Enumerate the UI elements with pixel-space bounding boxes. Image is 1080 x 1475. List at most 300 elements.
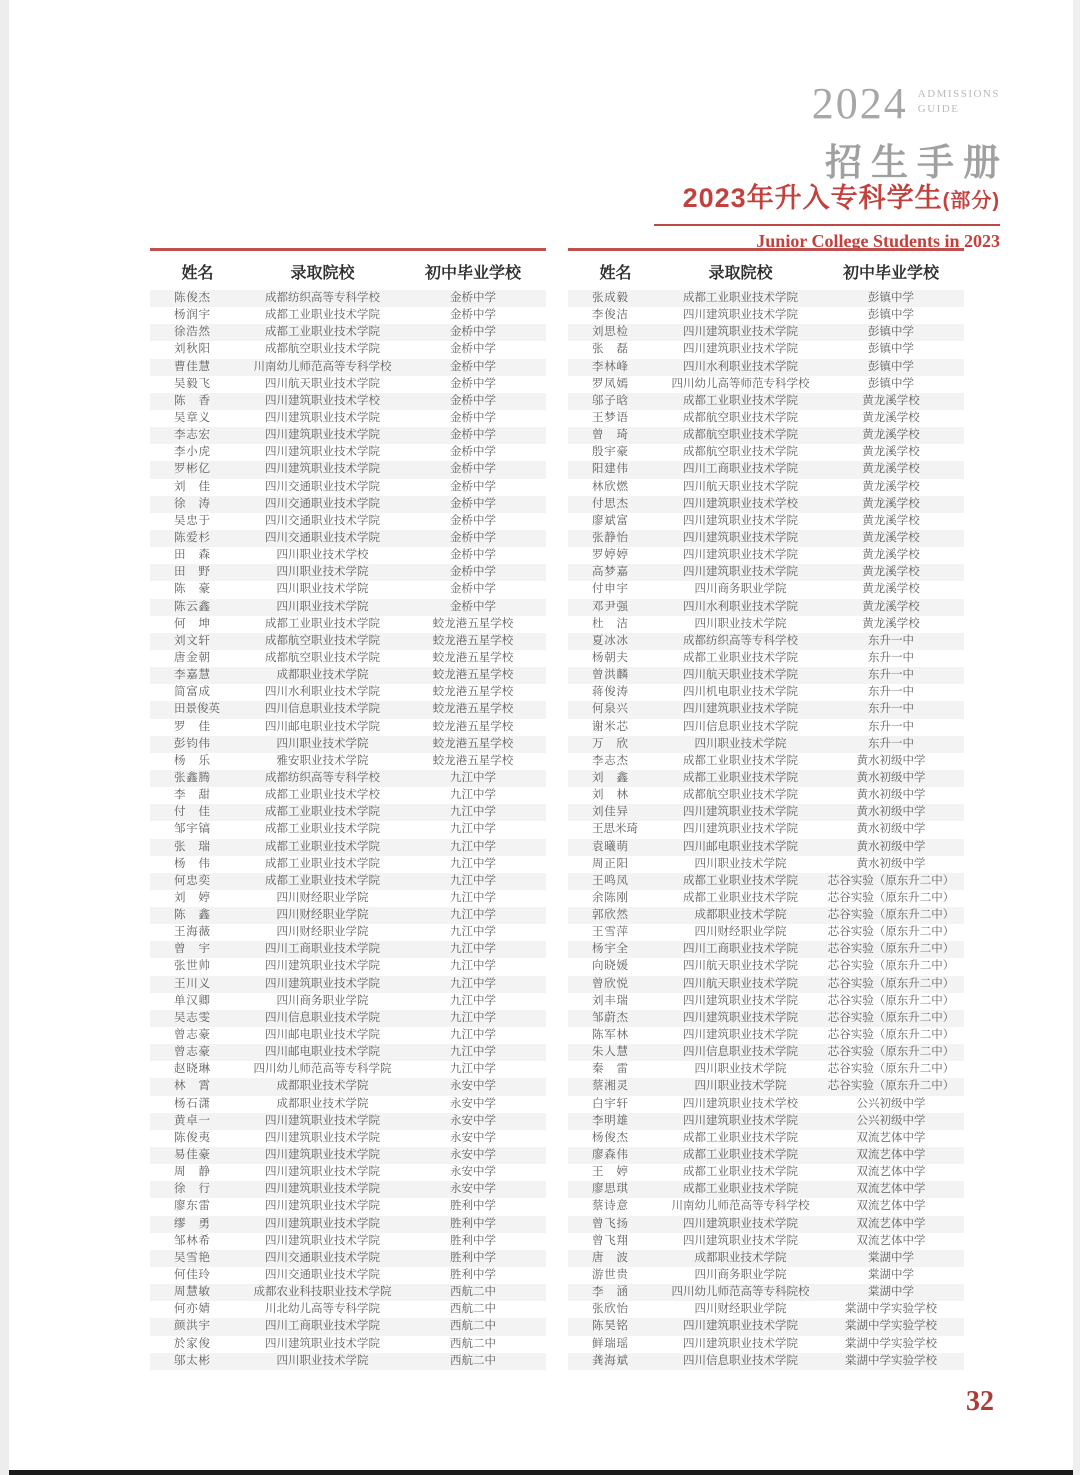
table-row bbox=[150, 770, 546, 787]
college-name: 四川航天职业技术学院 bbox=[683, 960, 798, 973]
middle-school-name: 金桥中学 bbox=[450, 549, 496, 562]
college-name: 四川财经职业学院 bbox=[276, 926, 369, 939]
middle-school-name: 东升一中 bbox=[868, 720, 914, 733]
table-row bbox=[150, 753, 546, 770]
student-name: 曾洪麟 bbox=[592, 669, 628, 682]
table-row bbox=[568, 427, 964, 444]
table-row bbox=[150, 547, 546, 564]
table-row bbox=[150, 1010, 546, 1027]
college-name: 成都航空职业技术学院 bbox=[683, 411, 798, 424]
table-row bbox=[150, 479, 546, 496]
table-row bbox=[150, 530, 546, 547]
college-name: 四川建筑职业技术学院 bbox=[265, 1337, 380, 1350]
college-name: 四川建筑职业技术学院 bbox=[265, 463, 380, 476]
student-name: 邹林希 bbox=[174, 1234, 210, 1247]
college-name: 四川工商职业技术学院 bbox=[265, 1320, 380, 1333]
middle-school-name: 蛟龙港五星学校 bbox=[432, 737, 514, 750]
middle-school-name: 金桥中学 bbox=[450, 514, 496, 527]
table-row bbox=[150, 1267, 546, 1284]
college-name: 成都工业职业技术学院 bbox=[265, 309, 380, 322]
student-name: 陈军林 bbox=[592, 1029, 628, 1042]
table-row bbox=[150, 1113, 546, 1130]
middle-school-name: 黄水初级中学 bbox=[856, 789, 926, 802]
middle-school-name: 蛟龙港五星学校 bbox=[432, 617, 514, 630]
college-name: 四川信息职业技术学院 bbox=[265, 703, 380, 716]
table-row bbox=[568, 667, 964, 684]
table-row bbox=[150, 564, 546, 581]
college-name: 四川水利职业技术学院 bbox=[683, 360, 798, 373]
table-row bbox=[150, 324, 546, 341]
middle-school-name: 黄龙溪学校 bbox=[862, 463, 920, 476]
college-name: 四川建筑职业技术学院 bbox=[265, 1149, 380, 1162]
student-name: 王雪萍 bbox=[592, 926, 628, 939]
student-name: 吴章义 bbox=[174, 411, 210, 424]
middle-school-name: 黄水初级中学 bbox=[856, 823, 926, 836]
student-name: 蔡诗意 bbox=[592, 1200, 628, 1213]
table-body-left bbox=[150, 290, 546, 1370]
brand-tagline-line1: ADMISSIONS bbox=[917, 88, 1000, 100]
student-name: 何坤 bbox=[174, 617, 210, 630]
college-name: 四川建筑职业技术学院 bbox=[265, 1200, 380, 1213]
student-name: 阳建伟 bbox=[592, 463, 628, 476]
col-header-middle-school: 初中毕业学校 bbox=[842, 265, 939, 282]
student-name: 廖森伟 bbox=[592, 1149, 628, 1162]
student-name: 杨朝夫 bbox=[592, 651, 628, 664]
college-name: 四川水利职业技术学院 bbox=[683, 600, 798, 613]
table-row bbox=[150, 1301, 546, 1318]
middle-school-name: 黄龙溪学校 bbox=[862, 514, 920, 527]
student-name: 鲜瑞瑶 bbox=[592, 1337, 628, 1350]
table-row bbox=[568, 1044, 964, 1061]
table-row bbox=[150, 359, 546, 376]
middle-school-name: 芯谷实验（原东升二中） bbox=[827, 1063, 955, 1076]
table-row bbox=[568, 564, 964, 581]
middle-school-name: 黄龙溪学校 bbox=[862, 583, 920, 596]
middle-school-name: 彭镇中学 bbox=[868, 343, 914, 356]
middle-school-name: 金桥中学 bbox=[450, 446, 496, 459]
college-name: 四川财经职业学院 bbox=[694, 1303, 787, 1316]
table-row bbox=[150, 393, 546, 410]
student-name: 何忠奕 bbox=[174, 874, 210, 887]
college-name: 川北幼儿高等专科学院 bbox=[265, 1303, 380, 1316]
college-name: 四川职业技术学院 bbox=[276, 1354, 369, 1367]
table-row bbox=[150, 1216, 546, 1233]
middle-school-name: 棠湖中学 bbox=[868, 1286, 914, 1299]
student-name: 曾飞扬 bbox=[592, 1217, 628, 1230]
middle-school-name: 金桥中学 bbox=[450, 566, 496, 579]
student-name: 郭欣然 bbox=[592, 909, 628, 922]
middle-school-name: 东升一中 bbox=[868, 651, 914, 664]
middle-school-name: 芯谷实验（原东升二中） bbox=[827, 1080, 955, 1093]
college-name: 四川建筑职业技术学校 bbox=[265, 394, 380, 407]
middle-school-name: 芯谷实验（原东升二中） bbox=[827, 926, 955, 939]
college-name: 四川信息职业技术学院 bbox=[683, 1046, 798, 1059]
student-name: 唐波 bbox=[592, 1251, 628, 1264]
table-row bbox=[568, 1130, 964, 1147]
middle-school-name: 蛟龙港五星学校 bbox=[432, 686, 514, 699]
college-name: 四川建筑职业技术学院 bbox=[265, 1114, 380, 1127]
student-name: 刘鑫 bbox=[592, 771, 628, 784]
student-name: 付申宇 bbox=[592, 583, 628, 596]
table-row bbox=[568, 290, 964, 307]
table-row bbox=[150, 1284, 546, 1301]
student-name: 赵晓琳 bbox=[174, 1063, 210, 1076]
student-name: 廖东雷 bbox=[174, 1200, 210, 1213]
middle-school-name: 西航二中 bbox=[450, 1303, 496, 1316]
college-name: 四川建筑职业技术学校 bbox=[683, 1097, 798, 1110]
middle-school-name: 棠湖中学实验学校 bbox=[845, 1337, 937, 1350]
table-row bbox=[568, 839, 964, 856]
middle-school-name: 芯谷实验（原东升二中） bbox=[827, 943, 955, 956]
table-row bbox=[150, 427, 546, 444]
student-name: 李志宏 bbox=[174, 429, 210, 442]
student-name: 刘林 bbox=[592, 789, 628, 802]
college-name: 四川工商职业技术学院 bbox=[265, 943, 380, 956]
middle-school-name: 芯谷实验（原东升二中） bbox=[827, 874, 955, 887]
college-name: 四川邮电职业技术学院 bbox=[265, 720, 380, 733]
table-row bbox=[568, 1318, 964, 1335]
student-name: 陈俊夷 bbox=[174, 1131, 210, 1144]
college-name: 成都职业技术学院 bbox=[694, 909, 787, 922]
middle-school-name: 彭镇中学 bbox=[868, 360, 914, 373]
middle-school-name: 东升一中 bbox=[868, 737, 914, 750]
table-row bbox=[150, 667, 546, 684]
middle-school-name: 芯谷实验（原东升二中） bbox=[827, 891, 955, 904]
student-name: 张瑞 bbox=[174, 840, 210, 853]
college-name: 四川水利职业技术学院 bbox=[265, 686, 380, 699]
table-header-row bbox=[568, 251, 964, 290]
table-row bbox=[150, 307, 546, 324]
college-name: 成都工业职业技术学院 bbox=[265, 617, 380, 630]
college-name: 四川建筑职业技术学院 bbox=[265, 960, 380, 973]
table-row bbox=[568, 359, 964, 376]
middle-school-name: 棠湖中学 bbox=[868, 1269, 914, 1282]
student-name: 蔡湘灵 bbox=[592, 1080, 628, 1093]
table-row bbox=[568, 941, 964, 958]
student-name: 李志杰 bbox=[592, 754, 628, 767]
middle-school-name: 东升一中 bbox=[868, 686, 914, 699]
col-header-name: 姓名 bbox=[181, 265, 214, 282]
student-name: 王婷 bbox=[592, 1166, 628, 1179]
middle-school-name: 永安中学 bbox=[450, 1080, 496, 1093]
college-name: 成都工业职业技术学院 bbox=[683, 1131, 798, 1144]
table-row bbox=[568, 650, 964, 667]
middle-school-name: 黄龙溪学校 bbox=[862, 480, 920, 493]
middle-school-name: 黄水初级中学 bbox=[856, 857, 926, 870]
table-row bbox=[568, 341, 964, 358]
middle-school-name: 公兴初级中学 bbox=[856, 1114, 926, 1127]
table-row bbox=[568, 770, 964, 787]
college-name: 成都职业技术学院 bbox=[276, 669, 369, 682]
student-name: 陈豪 bbox=[174, 583, 210, 596]
middle-school-name: 九江中学 bbox=[450, 994, 496, 1007]
college-name: 四川职业技术学院 bbox=[694, 1080, 787, 1093]
student-name: 杨润宇 bbox=[174, 309, 210, 322]
college-name: 四川交通职业技术学院 bbox=[265, 480, 380, 493]
middle-school-name: 西航二中 bbox=[450, 1320, 496, 1333]
table-row bbox=[568, 1336, 964, 1353]
table-row bbox=[568, 1061, 964, 1078]
middle-school-name: 九江中学 bbox=[450, 1011, 496, 1024]
section-title-block bbox=[654, 176, 1000, 252]
section-title-en: Junior College Students in 2023 bbox=[756, 231, 1000, 251]
student-name: 田森 bbox=[174, 549, 210, 562]
student-name: 李涵 bbox=[592, 1286, 628, 1299]
section-title-suffix: (部分) bbox=[942, 190, 1000, 212]
college-name: 四川幼儿高等师范专科学校 bbox=[671, 377, 810, 390]
middle-school-name: 胜利中学 bbox=[450, 1251, 496, 1264]
student-name: 杨宇全 bbox=[592, 943, 628, 956]
college-name: 四川交通职业技术学院 bbox=[265, 1269, 380, 1282]
col-header-middle-school: 初中毕业学校 bbox=[424, 265, 521, 282]
middle-school-name: 双流艺体中学 bbox=[856, 1149, 926, 1162]
student-name: 殷宇豪 bbox=[592, 446, 628, 459]
college-name: 四川交通职业技术学院 bbox=[265, 1251, 380, 1264]
middle-school-name: 棠湖中学 bbox=[868, 1251, 914, 1264]
middle-school-name: 黄龙溪学校 bbox=[862, 394, 920, 407]
student-name: 王川义 bbox=[174, 977, 210, 990]
middle-school-name: 芯谷实验（原东升二中） bbox=[827, 1011, 955, 1024]
student-name: 曾志豪 bbox=[174, 1046, 210, 1059]
student-name: 曾志豪 bbox=[174, 1029, 210, 1042]
middle-school-name: 蛟龙港五星学校 bbox=[432, 669, 514, 682]
table-row bbox=[150, 958, 546, 975]
table-row bbox=[150, 873, 546, 890]
student-name: 朱人慧 bbox=[592, 1046, 628, 1059]
college-name: 四川建筑职业技术学院 bbox=[265, 411, 380, 424]
middle-school-name: 彭镇中学 bbox=[868, 377, 914, 390]
middle-school-name: 西航二中 bbox=[450, 1354, 496, 1367]
student-name: 廖思琪 bbox=[592, 1183, 628, 1196]
table-row bbox=[568, 1096, 964, 1113]
student-name: 缪勇 bbox=[174, 1217, 210, 1230]
table-row bbox=[150, 444, 546, 461]
college-name: 成都工业职业技术学院 bbox=[683, 771, 798, 784]
student-name: 周正阳 bbox=[592, 857, 628, 870]
table-row bbox=[568, 376, 964, 393]
college-name: 成都工业职业技术学院 bbox=[265, 857, 380, 870]
middle-school-name: 金桥中学 bbox=[450, 394, 496, 407]
college-name: 四川建筑职业技术学院 bbox=[683, 703, 798, 716]
college-name: 成都航空职业技术学院 bbox=[683, 789, 798, 802]
middle-school-name: 双流艺体中学 bbox=[856, 1217, 926, 1230]
college-name: 成都航空职业技术学院 bbox=[265, 343, 380, 356]
student-name: 刘婷 bbox=[174, 891, 210, 904]
student-name: 吴志雯 bbox=[174, 1011, 210, 1024]
student-name: 刘思检 bbox=[592, 326, 628, 339]
college-name: 成都工业职业技术学院 bbox=[683, 1149, 798, 1162]
student-name: 刘佳 bbox=[174, 480, 210, 493]
college-name: 四川职业技术学院 bbox=[276, 566, 369, 579]
student-name: 黄卓一 bbox=[174, 1114, 210, 1127]
student-name: 单汉卿 bbox=[174, 994, 210, 1007]
brand-title-cn: 招生手册 bbox=[825, 142, 1009, 183]
table-row bbox=[150, 410, 546, 427]
college-name: 四川职业技术学校 bbox=[276, 549, 369, 562]
table-row bbox=[150, 290, 546, 307]
table-row bbox=[568, 547, 964, 564]
table-row bbox=[150, 1096, 546, 1113]
table-row bbox=[568, 599, 964, 616]
table-row bbox=[568, 1353, 964, 1370]
middle-school-name: 金桥中学 bbox=[450, 429, 496, 442]
middle-school-name: 彭镇中学 bbox=[868, 292, 914, 304]
brand-tagline-line2: GUIDE bbox=[917, 102, 960, 115]
section-title-cn: 2023年升入专科学生 bbox=[682, 183, 943, 213]
middle-school-name: 芯谷实验（原东升二中） bbox=[827, 909, 955, 922]
student-name: 李小虎 bbox=[174, 446, 210, 459]
college-name: 成都工业职业技术学院 bbox=[265, 840, 380, 853]
table-row bbox=[150, 701, 546, 718]
student-table-right bbox=[568, 248, 964, 1370]
table-row bbox=[568, 873, 964, 890]
middle-school-name: 黄水初级中学 bbox=[856, 754, 926, 767]
middle-school-name: 九江中学 bbox=[450, 874, 496, 887]
student-name: 陈昊铭 bbox=[592, 1320, 628, 1333]
table-row bbox=[150, 839, 546, 856]
table-row bbox=[568, 1078, 964, 1095]
middle-school-name: 黄龙溪学校 bbox=[862, 566, 920, 579]
college-name: 四川建筑职业技术学院 bbox=[683, 1320, 798, 1333]
college-name: 四川商务职业学院 bbox=[276, 994, 369, 1007]
student-name: 曾欣悦 bbox=[592, 977, 628, 990]
section-title bbox=[654, 176, 1000, 215]
table-row bbox=[150, 736, 546, 753]
table-row bbox=[150, 924, 546, 941]
table-row bbox=[150, 821, 546, 838]
table-row bbox=[150, 616, 546, 633]
student-name: 李嘉慧 bbox=[174, 669, 210, 682]
table-row bbox=[568, 701, 964, 718]
middle-school-name: 九江中学 bbox=[450, 960, 496, 973]
student-name: 曹佳慧 bbox=[174, 360, 210, 373]
table-row bbox=[568, 1216, 964, 1233]
college-name: 成都航空职业技术学院 bbox=[683, 429, 798, 442]
table-row bbox=[150, 1198, 546, 1215]
table-row bbox=[568, 324, 964, 341]
middle-school-name: 公兴初级中学 bbox=[856, 1097, 926, 1110]
student-name: 刘丰瑞 bbox=[592, 994, 628, 1007]
college-name: 四川建筑职业技术学院 bbox=[265, 1183, 380, 1196]
middle-school-name: 蛟龙港五星学校 bbox=[432, 703, 514, 716]
student-name: 邓尹强 bbox=[592, 600, 628, 613]
college-name: 成都职业技术学院 bbox=[694, 1251, 787, 1264]
middle-school-name: 金桥中学 bbox=[450, 326, 496, 339]
table-row bbox=[568, 513, 964, 530]
college-name: 四川财经职业学院 bbox=[694, 926, 787, 939]
middle-school-name: 蛟龙港五星学校 bbox=[432, 634, 514, 647]
student-table-left bbox=[150, 248, 546, 1370]
college-name: 成都工业职业技术学院 bbox=[683, 651, 798, 664]
middle-school-name: 九江中学 bbox=[450, 823, 496, 836]
student-name: 颜洪宇 bbox=[174, 1320, 210, 1333]
student-name: 罗佳 bbox=[174, 720, 210, 733]
student-name: 刘秋阳 bbox=[174, 343, 210, 356]
table-row bbox=[568, 907, 964, 924]
student-name: 张世帅 bbox=[174, 960, 210, 973]
table-row bbox=[150, 1353, 546, 1370]
table-row bbox=[568, 1027, 964, 1044]
college-name: 成都纺织高等专科学校 bbox=[265, 292, 380, 304]
middle-school-name: 西航二中 bbox=[450, 1337, 496, 1350]
college-name: 四川商务职业学院 bbox=[694, 1269, 787, 1282]
table-row bbox=[568, 1147, 964, 1164]
student-name: 付思杰 bbox=[592, 497, 628, 510]
student-name: 杨伟 bbox=[174, 857, 210, 870]
college-name: 雅安职业技术学院 bbox=[276, 754, 369, 767]
table-row bbox=[568, 530, 964, 547]
student-name: 杨乐 bbox=[174, 754, 210, 767]
college-name: 四川工商职业技术学院 bbox=[683, 463, 798, 476]
brand-block bbox=[811, 79, 1009, 186]
middle-school-name: 东升一中 bbox=[868, 634, 914, 647]
student-name: 李甜 bbox=[174, 789, 210, 802]
college-name: 四川职业技术学院 bbox=[276, 600, 369, 613]
college-name: 成都工业职业技术学院 bbox=[683, 1183, 798, 1196]
college-name: 四川建筑职业技术学校 bbox=[683, 497, 798, 510]
middle-school-name: 彭镇中学 bbox=[868, 309, 914, 322]
student-name: 向晓媛 bbox=[592, 960, 628, 973]
middle-school-name: 九江中学 bbox=[450, 771, 496, 784]
table-row bbox=[568, 736, 964, 753]
college-name: 成都航空职业技术学院 bbox=[265, 634, 380, 647]
college-name: 成都纺织高等专科学校 bbox=[265, 771, 380, 784]
student-name: 陈云鑫 bbox=[174, 600, 210, 613]
college-name: 四川幼儿师范高等专科学院 bbox=[253, 1063, 392, 1076]
middle-school-name: 永安中学 bbox=[450, 1149, 496, 1162]
student-name: 吴毅飞 bbox=[174, 377, 210, 390]
student-name: 李俊洁 bbox=[592, 309, 628, 322]
table-row bbox=[568, 719, 964, 736]
table-row bbox=[568, 410, 964, 427]
student-name: 刘佳异 bbox=[592, 806, 628, 819]
student-name: 周静 bbox=[174, 1166, 210, 1179]
middle-school-name: 胜利中学 bbox=[450, 1217, 496, 1230]
college-name: 川南幼儿师范高等专科学校 bbox=[253, 360, 392, 373]
student-name: 何佳玲 bbox=[174, 1269, 210, 1282]
middle-school-name: 金桥中学 bbox=[450, 292, 496, 304]
page-number: 32 bbox=[966, 1386, 994, 1417]
college-name: 四川建筑职业技术学院 bbox=[265, 429, 380, 442]
middle-school-name: 金桥中学 bbox=[450, 377, 496, 390]
student-name: 何泉兴 bbox=[592, 703, 628, 716]
table-row bbox=[150, 650, 546, 667]
middle-school-name: 永安中学 bbox=[450, 1097, 496, 1110]
brand-year: 2024 bbox=[811, 79, 908, 128]
student-name: 秦雷 bbox=[592, 1063, 628, 1076]
college-name: 四川职业技术学院 bbox=[276, 583, 369, 596]
student-name: 谢米芯 bbox=[592, 720, 628, 733]
table-row bbox=[150, 1061, 546, 1078]
middle-school-name: 蛟龙港五星学校 bbox=[432, 720, 514, 733]
student-name: 周慧敏 bbox=[174, 1286, 210, 1299]
col-header-college: 录取院校 bbox=[290, 265, 355, 282]
table-row bbox=[150, 804, 546, 821]
middle-school-name: 蛟龙港五星学校 bbox=[432, 754, 514, 767]
middle-school-name: 彭镇中学 bbox=[868, 326, 914, 339]
college-name: 成都农业科技职业技术学院 bbox=[253, 1286, 392, 1299]
middle-school-name: 芯谷实验（原东升二中） bbox=[827, 1029, 955, 1042]
college-name: 四川建筑职业技术学院 bbox=[683, 531, 798, 544]
student-name: 田野 bbox=[174, 566, 210, 579]
student-name: 彭钧伟 bbox=[174, 737, 210, 750]
table-row bbox=[150, 993, 546, 1010]
college-name: 成都职业技术学院 bbox=[276, 1097, 369, 1110]
table-row bbox=[568, 581, 964, 598]
student-name: 万欣 bbox=[592, 737, 628, 750]
college-name: 四川财经职业学院 bbox=[276, 909, 369, 922]
table-row bbox=[150, 376, 546, 393]
